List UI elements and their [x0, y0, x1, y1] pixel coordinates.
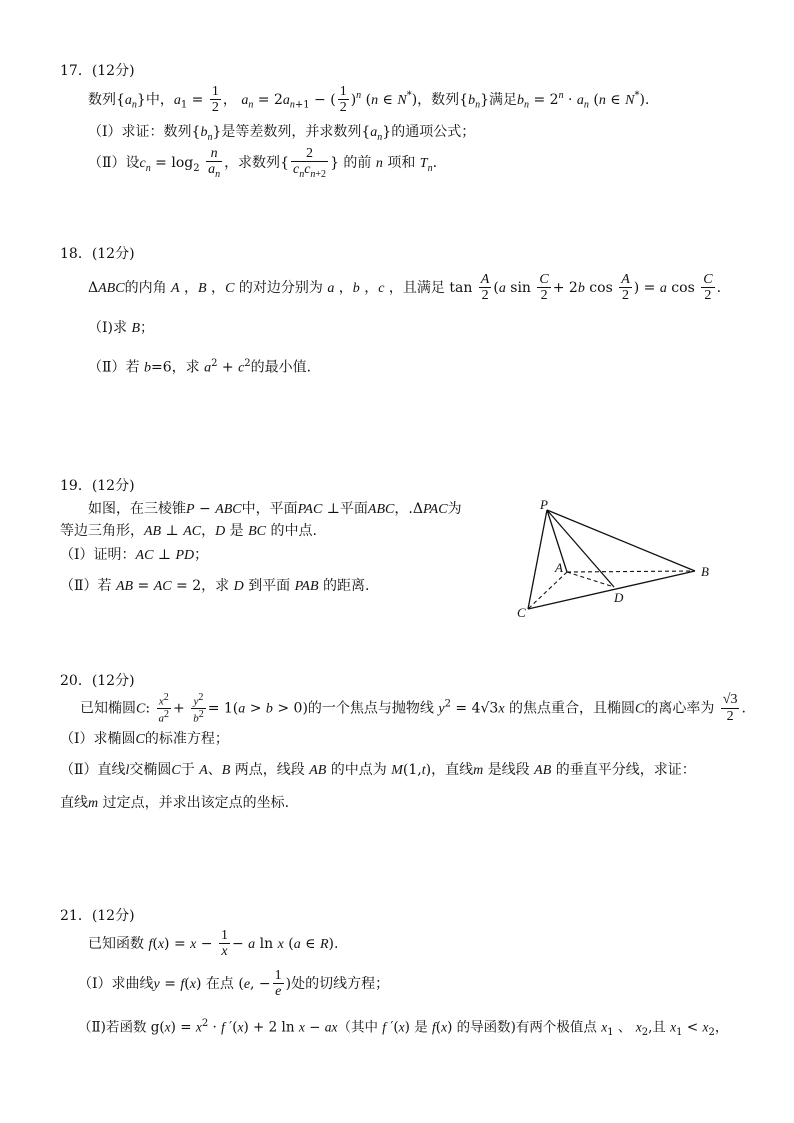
q21-line1: 已知函数 f(x) = x − $\frac{1}{x}$ − a ln x (a ∈ R).	[88, 928, 339, 960]
q20-part2: （Ⅱ）直线l交椭圆C于 A、B 两点，线段 AB 的中点为 M(1,t)，直线m 是线段 AB 的垂直平分线，求证：	[60, 762, 696, 778]
edge-CB	[528, 571, 695, 609]
label-D: D	[614, 590, 624, 605]
label-B: B	[701, 564, 709, 579]
edge-PD	[547, 510, 614, 587]
q19-line1: 如图，在三棱锥P − ABC中，平面PAC ⊥平面ABC，.ΔPAC为	[88, 501, 462, 517]
label-C: C	[517, 605, 526, 620]
q19-header: 19．(12分)	[60, 478, 135, 494]
q18-line1: ΔABC的内角 A ，B ，C 的对边分别为 a ，b ，c ，且满足 tan $\frac{A}{2}$ (a sin $\frac{C}{2}$ + 2b cos $\frac{A}{2}$ ) = a cos $\frac{C}{2}$ .	[88, 272, 722, 304]
q18-part2: （Ⅱ）若 b=6，求 $a^2 + c^2$的最小值.	[88, 358, 312, 376]
q19-line2: 等边三角形，AB ⊥ AC，D 是 BC 的中点.	[60, 523, 317, 539]
label-P: P	[540, 497, 548, 512]
q17-header: 17．(12分)	[60, 63, 135, 79]
q18-header: 18．(12分)	[60, 246, 135, 262]
q21-header: 21．(12分)	[60, 908, 135, 924]
q17-part2: （Ⅱ）设$c_n = \log_2$ $\frac{n}{a_n}$ ，求数列{ $\frac{2}{c_nc_{n+2}}$ } 的前 n 项和 $T_n$.	[88, 146, 438, 181]
q20-header: 20．(12分)	[60, 673, 135, 689]
pyramid-figure	[510, 496, 720, 626]
q20-line1: 已知椭圆C: $\frac{x^2}{a^2}$ + $\frac{y^2}{b^2}$ = 1(a > b > 0)的一个焦点与抛物线 $y^2 = 4√3x$ 的焦点重合，且椭圆C的离心率为 $\frac{√3}{2}$ .	[80, 692, 746, 725]
q21-part1: （Ⅰ）求曲线y = f(x) 在点 (e, − $\frac{1}{e}$ )处的切线方程；	[78, 968, 390, 1000]
q17-line1: 数列$\{a_n\}$中，$a_1$ = $\frac{1}{2}$ ， $a_n = 2a_{n+1}$ − ( $\frac{1}{2}$ )$^n$ (n ∈ N*)，数列$\{b_n\}$满足$b_n = 2^n \cdot a_n$ (n ∈ N*).	[88, 84, 650, 116]
q19-part2: （Ⅱ）若 AB = AC = 2，求 D 到平面 PAB 的距离.	[60, 578, 370, 594]
label-A: A	[555, 560, 563, 575]
q20-line4: 直线m 过定点，并求出该定点的坐标.	[60, 795, 290, 811]
q18-part1: （Ⅰ)求 B；	[88, 320, 155, 336]
q21-part2: （Ⅱ)若函数 $g(x) = x^2 \cdot f$ ′(x) + 2 ln x − ax（其中 f ′(x) 是 f(x) 的导函数)有两个极值点 $x_1$ 、 $x_2$,且 $x_1 < x_2$，	[78, 1018, 729, 1039]
q17-part1: （Ⅰ）求证：数列$\{b_n\}$是等差数列，并求数列$\{a_n\}$的通项公式；	[88, 124, 476, 143]
edge-AB	[567, 571, 695, 572]
q20-part1: （Ⅰ）求椭圆C的标准方程；	[60, 731, 229, 747]
edge-PB	[547, 510, 695, 571]
q19-part1: （Ⅰ）证明：AC ⊥ PD；	[60, 547, 209, 563]
